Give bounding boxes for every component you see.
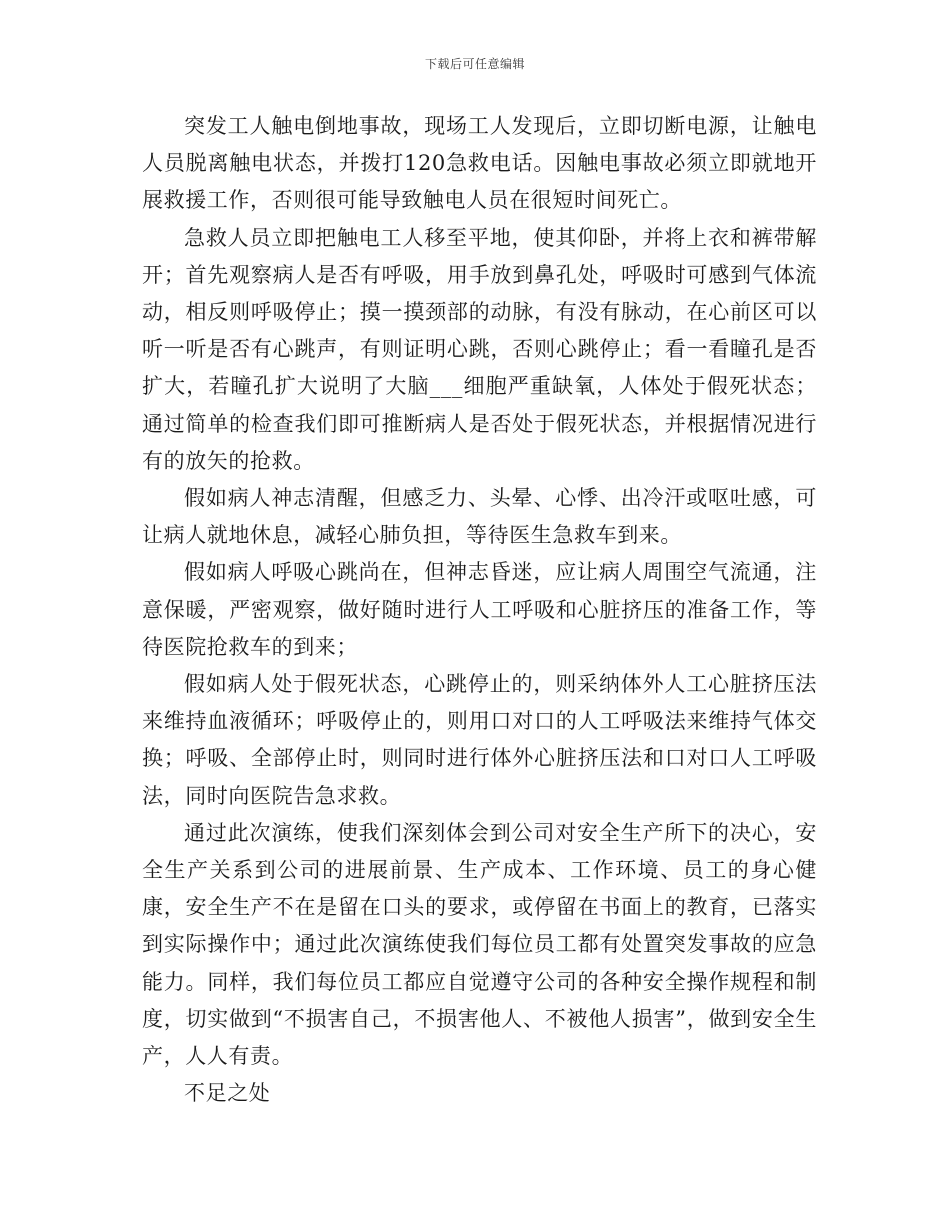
section-heading-shortcomings: 不足之处 [184, 1081, 271, 1106]
paragraph-first-aid-check: 急救人员立即把触电工人移至平地，使其仰卧，并将上衣和裤带解开；首先观察病人是否有呼吸，用手放到鼻孔处，呼吸时可感到气体流动，相反则呼吸停止；摸一摸颈部的动脉，有没有脉动，在心前区可以听一听是否有心跳声，有则证明心跳，否则心跳停止；看一看瞳孔是否扩大，若瞳孔扩大说明了大脑___细胞严重缺氧，人体处于假死状态；通过简单的检查我们即可推断病人是否处于假死状态，并根据情况进行有的放矢的抢救。 [142, 225, 817, 473]
document-body [142, 108, 817, 1112]
paragraph-drill-summary: 通过此次演练，使我们深刻体会到公司对安全生产所下的决心，安全生产关系到公司的进展前景、生产成本、工作环境、员工的身心健康，安全生产不在是留在口头的要求，或停留在书面上的教育，已落实到实际操作中；通过此次演练使我们每位员工都有处置突发事故的应急能力。同样，我们每位员工都应自觉遵守公司的各种安全操作规程和制度，切实做到“不损害自己，不损害他人、不被他人损害”，做到安全生产，人人有责。 [142, 820, 817, 1069]
paragraph-cardiac-arrest: 假如病人处于假死状态，心跳停止的，则采纳体外人工心脏挤压法来维持血液循环；呼吸停止的，则用口对口的人工呼吸法来维持气体交换；呼吸、全部停止时，则同时进行体外心脏挤压法和口对口人工呼吸法，同时向医院告急求救。 [142, 672, 817, 808]
paragraph-electric-shock-accident: 突发工人触电倒地事故，现场工人发现后，立即切断电源，让触电人员脱离触电状态，并拨打120急救电话。因触电事故必须立即就地开展救援工作，否则很可能导致触电人员在很短时间死亡。 [142, 114, 817, 213]
paragraph-unconscious-patient: 假如病人呼吸心跳尚在，但神志昏迷，应让病人周围空气流通，注意保暖，严密观察，做好随时进行人工呼吸和心脏挤压的准备工作，等待医院抢救车的到来； [142, 560, 817, 659]
download-note: 下载后可任意编辑 [424, 57, 525, 71]
paragraph-conscious-patient: 假如病人神志清醒，但感乏力、头晕、心悸、出冷汗或呕吐感，可让病人就地休息，减轻心肺负担，等待医生急救车到来。 [142, 486, 817, 548]
